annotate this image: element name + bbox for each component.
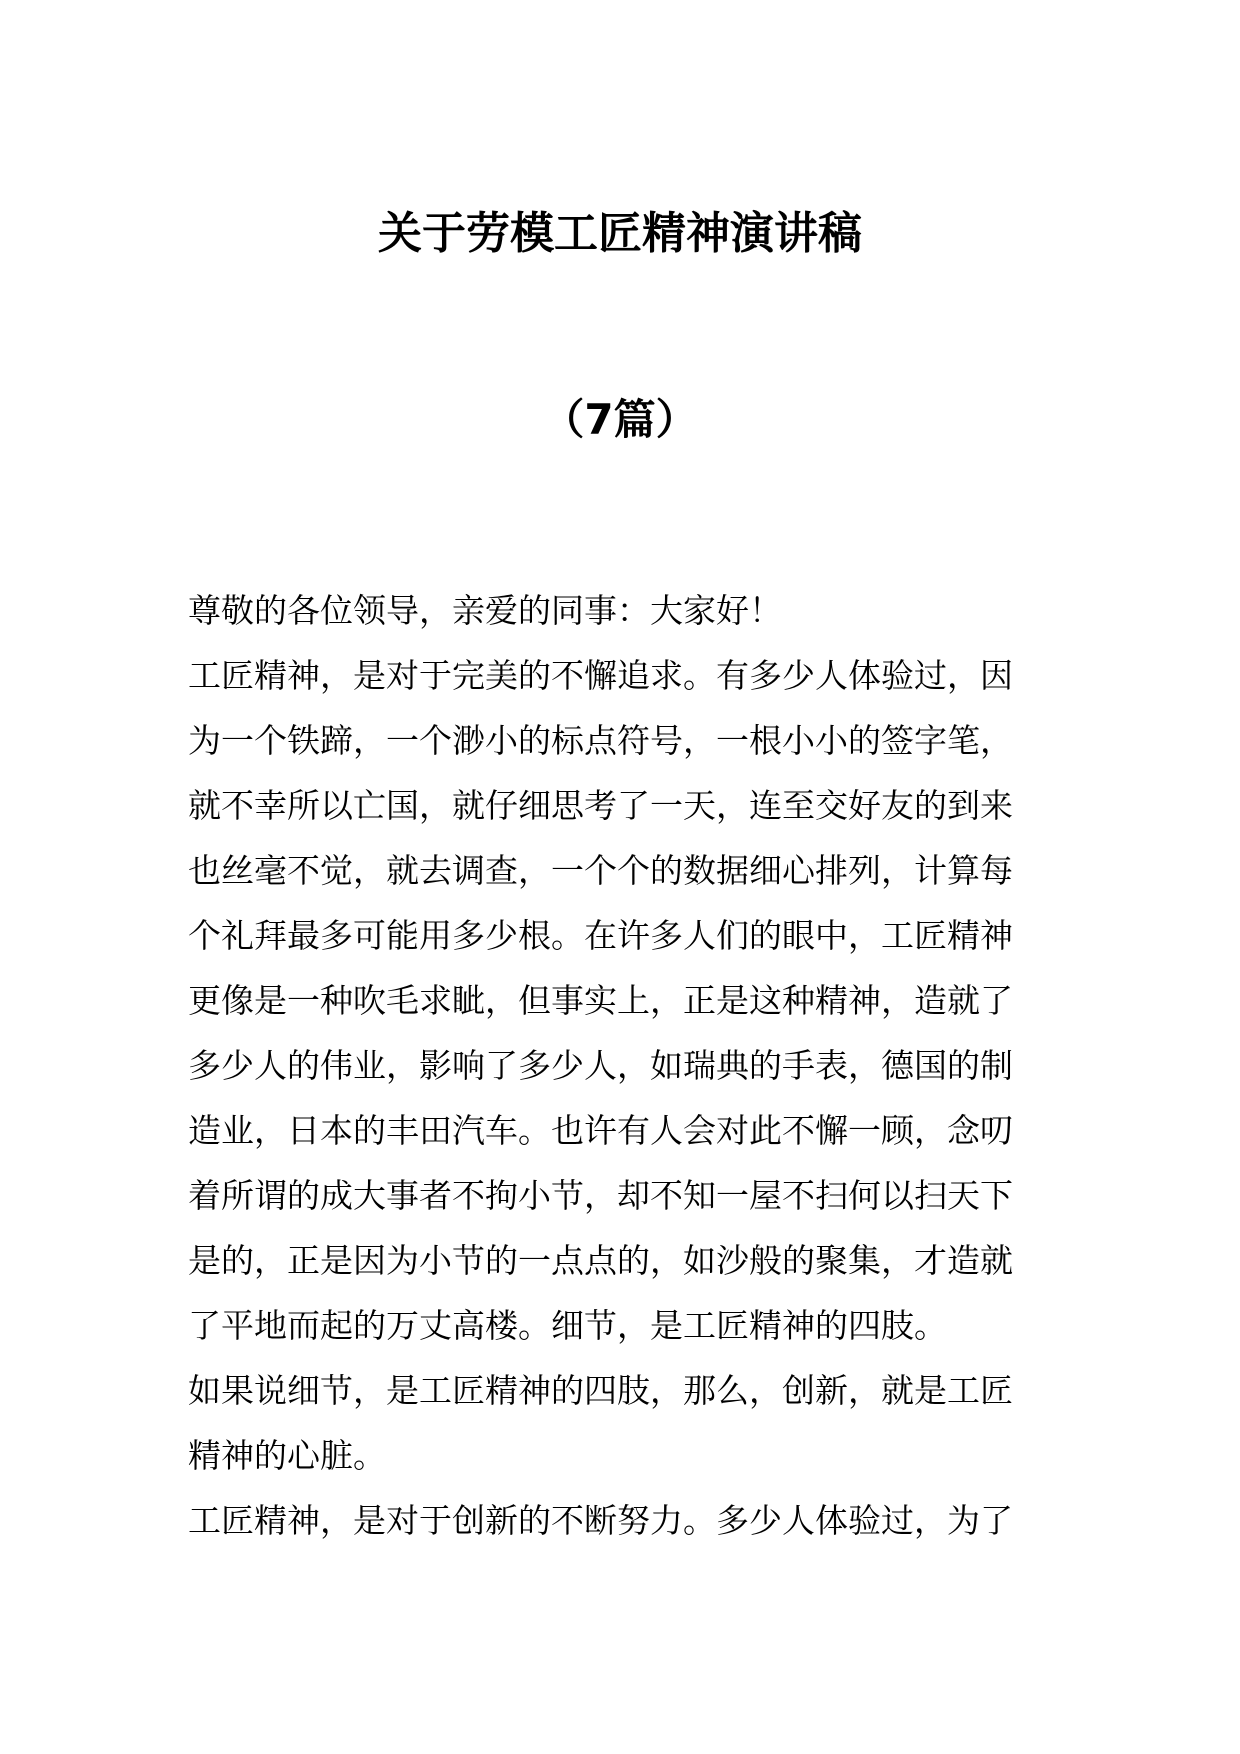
body-line: 工匠精神，是对于创新的不断努力。多少人体验过，为了 [188, 1501, 1013, 1540]
body-line: 是的，正是因为小节的一点点的，如沙般的聚集，才造就 [188, 1241, 1013, 1280]
body-line: 造业，日本的丰田汽车。也许有人会对此不懈一顾，念叨 [188, 1111, 1013, 1150]
body-line: 个礼拜最多可能用多少根。在许多人们的眼中，工匠精神 [188, 916, 1013, 955]
body-line: 多少人的伟业，影响了多少人，如瑞典的手表，德国的制 [188, 1046, 1013, 1085]
body-line: 着所谓的成大事者不拘小节，却不知一屋不扫何以扫天下 [188, 1176, 1013, 1215]
document-title: 关于劳模工匠精神演讲稿 [378, 208, 862, 259]
body-line: 了平地而起的万丈高楼。细节，是工匠精神的四肢。 [188, 1306, 947, 1345]
body-line: 工匠精神，是对于完美的不懈追求。有多少人体验过，因 [188, 656, 1013, 695]
document-subtitle: （7篇） [542, 395, 698, 444]
body-line: 精神的心脏。 [188, 1436, 386, 1475]
document-body [188, 578, 1068, 1553]
body-line: 就不幸所以亡国，就仔细思考了一天，连至交好友的到来 [188, 786, 1013, 825]
body-line: 为一个铁蹄，一个渺小的标点符号，一根小小的签字笔， [188, 721, 1013, 760]
body-line: 也丝毫不觉，就去调查，一个个的数据细心排列，计算每 [188, 851, 1013, 890]
body-line-greeting: 尊敬的各位领导，亲爱的同事：大家好！ [188, 591, 782, 630]
body-line: 如果说细节，是工匠精神的四肢，那么，创新，就是工匠 [188, 1371, 1013, 1410]
body-line: 更像是一种吹毛求眦，但事实上，正是这种精神，造就了 [188, 981, 1013, 1020]
